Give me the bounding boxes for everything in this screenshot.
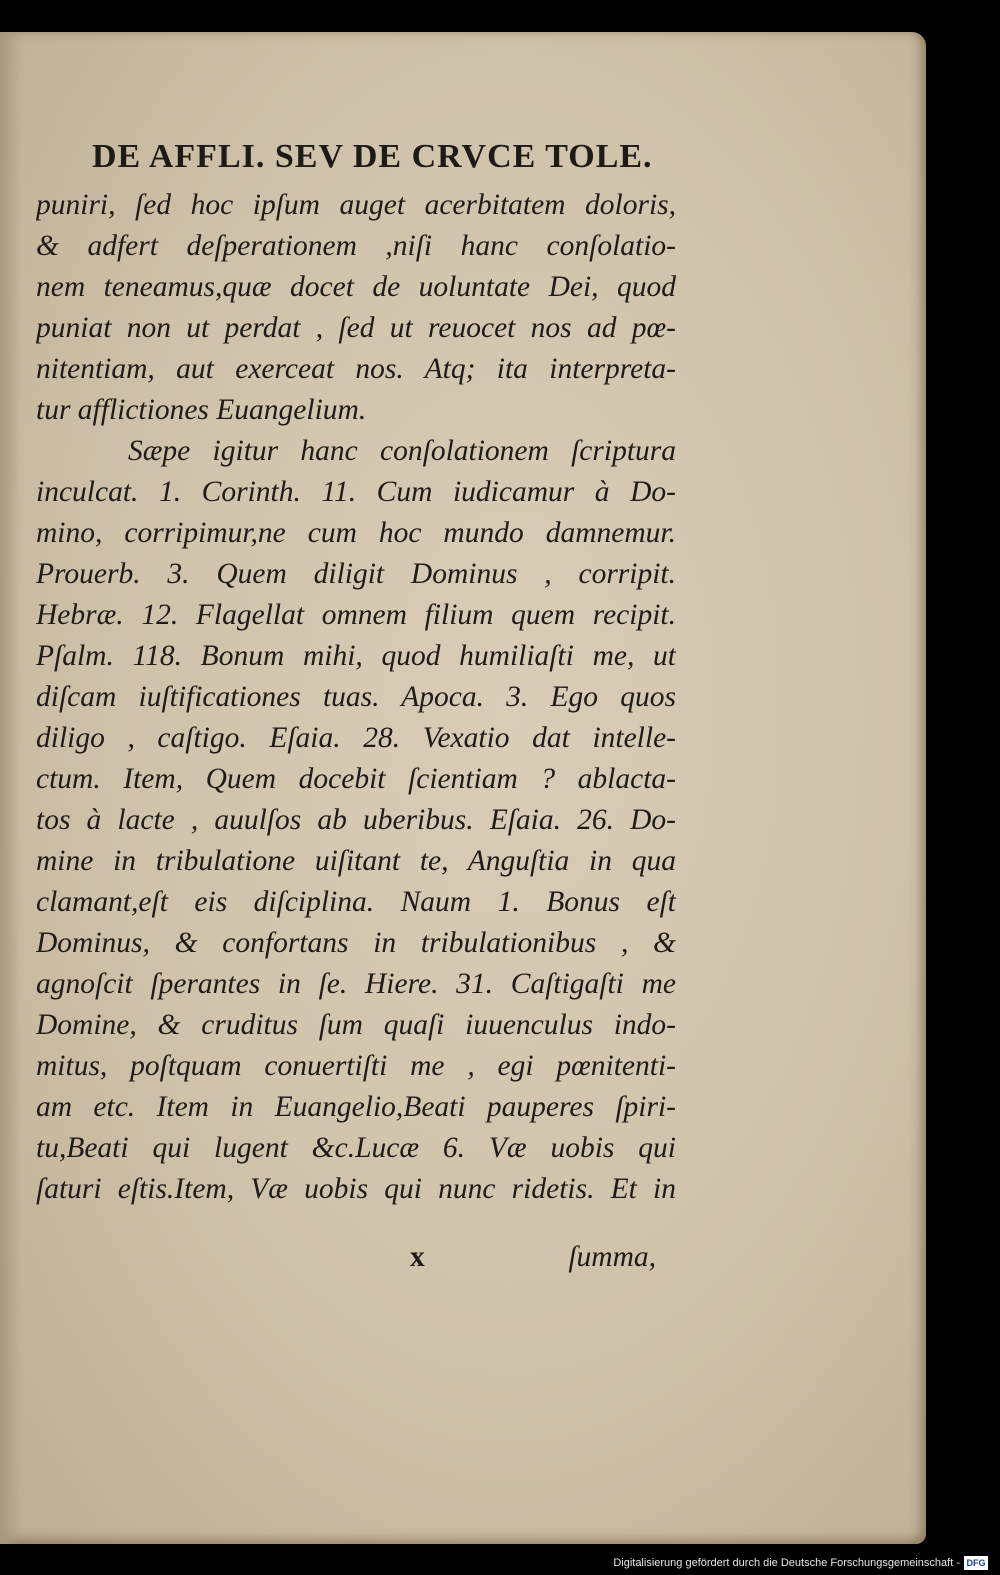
text-line: clamant,eſt eis diſciplina. Naum 1. Bonus eſt bbox=[36, 886, 676, 918]
text-line: Domine, & cruditus ſum quaſi iuuenculus indo- bbox=[36, 1009, 676, 1041]
text-line: diſcam iuſtificationes tuas. Apoca. 3. Ego quos bbox=[36, 681, 676, 713]
text-line: mino, corripimur,ne cum hoc mundo damnemur. bbox=[36, 517, 676, 549]
text-line: agnoſcit ſperantes in ſe. Hiere. 31. Caſtigaſti me bbox=[36, 968, 676, 1000]
text-line: nitentiam, aut exerceat nos. Atq; ita interpreta- bbox=[36, 353, 676, 385]
page-gutter-shadow bbox=[0, 32, 22, 1544]
text-line: puniat non ut perdat , ſed ut reuocet nos ad pœ- bbox=[36, 312, 676, 344]
running-head: DE AFFLI. SEV DE CRVCE TOLE. bbox=[92, 138, 653, 175]
text-line: nem teneamus,quæ docet de uoluntate Dei, quod bbox=[36, 271, 676, 303]
text-line: & adfert deſperationem ,niſi hanc conſolatio- bbox=[36, 230, 676, 262]
text-line: ctum. Item, Quem docebit ſcientiam ? ablacta- bbox=[36, 763, 676, 795]
text-line: Hebræ. 12. Flagellat omnem filium quem recipit. bbox=[36, 599, 676, 631]
catchword: ſumma, bbox=[568, 1241, 656, 1273]
text-line: puniri, ſed hoc ipſum auget acerbitatem doloris, bbox=[36, 189, 676, 221]
text-line: Prouerb. 3. Quem diligit Dominus , corripit. bbox=[36, 558, 676, 590]
text-line: Dominus, & confortans in tribulationibus , & bbox=[36, 927, 676, 959]
dfg-logo: DFG bbox=[964, 1556, 988, 1570]
text-line: mine in tribulatione uiſitant te, Anguſtia in qua bbox=[36, 845, 676, 877]
text-line: diligo , caſtigo. Eſaia. 28. Vexatio dat intelle- bbox=[36, 722, 676, 754]
text-line: tur afflictiones Euangelium. bbox=[36, 394, 367, 426]
digitization-credit: Digitalisierung gefördert durch die Deutsche Forschungsgemeinschaft - bbox=[613, 1557, 960, 1569]
text-line: ſaturi eſtis.Item, Væ uobis qui nunc ridetis. Et in bbox=[36, 1173, 676, 1205]
text-line: mitus, poſtquam conuertiſti me , egi pœnitenti- bbox=[36, 1050, 676, 1082]
text-line: am etc. Item in Euangelio,Beati pauperes ſpiri- bbox=[36, 1091, 676, 1123]
page-footer-line bbox=[36, 1237, 656, 1278]
text-line: Pſalm. 118. Bonum mihi, quod humiliaſti me, ut bbox=[36, 640, 676, 672]
signature-mark: x bbox=[410, 1241, 425, 1273]
body-text bbox=[36, 185, 676, 1210]
text-line: Sæpe igitur hanc conſolationem ſcriptura bbox=[128, 435, 676, 467]
text-line: tu,Beati qui lugent &c.Lucæ 6. Væ uobis qui bbox=[36, 1132, 676, 1164]
text-line: tos à lacte , auulſos ab uberibus. Eſaia. 26. Do- bbox=[36, 804, 676, 836]
text-line: inculcat. 1. Corinth. 11. Cum iudicamur à Do- bbox=[36, 476, 676, 508]
